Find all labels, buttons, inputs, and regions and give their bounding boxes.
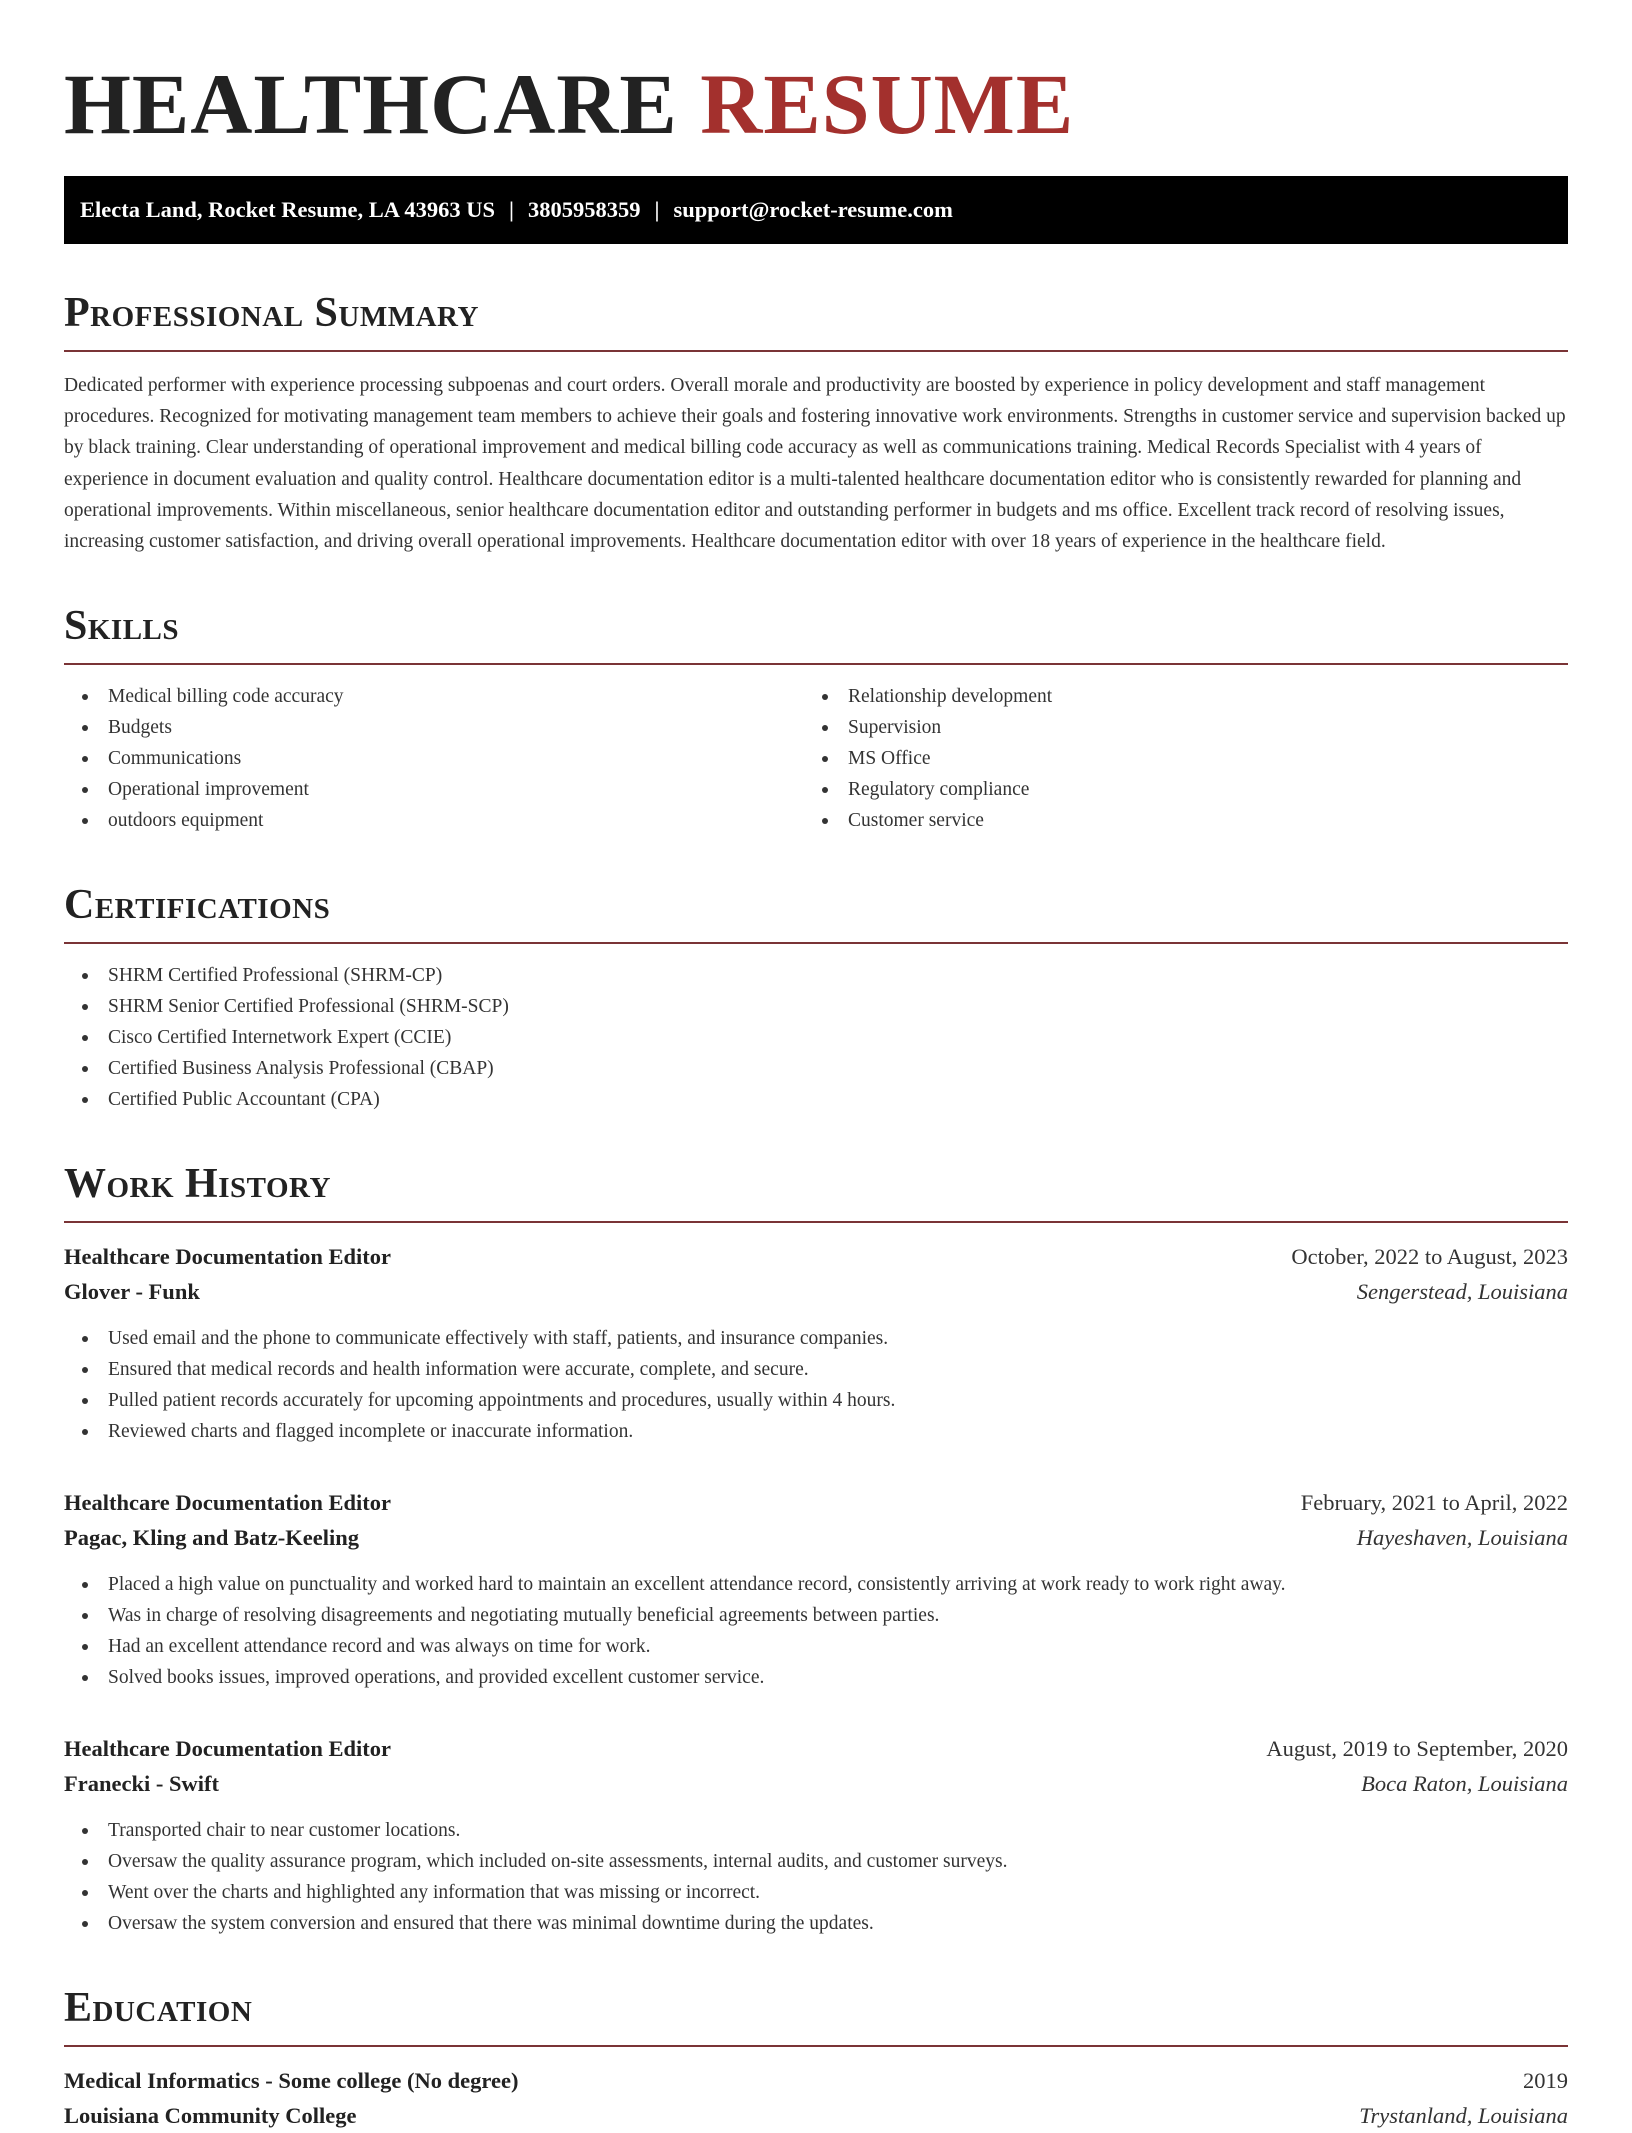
- job-company-row: [64, 1520, 1568, 1555]
- summary-heading: Professional Summary: [64, 290, 479, 336]
- job-header-row: [64, 1239, 1568, 1274]
- certification-item: SHRM Certified Professional (SHRM-CP): [64, 960, 1568, 991]
- skill-item: Budgets: [64, 712, 804, 743]
- skill-item: Communications: [64, 743, 804, 774]
- job-bullet: Used email and the phone to communicate effectively with staff, patients, and insurance companies.: [64, 1323, 1568, 1354]
- job-bullet: Reviewed charts and flagged incomplete or inaccurate information.: [64, 1416, 1568, 1447]
- job-bullet: Transported chair to near customer locations.: [64, 1815, 1568, 1846]
- section-divider: [64, 2045, 1568, 2047]
- certification-item: SHRM Senior Certified Professional (SHRM-SCP): [64, 991, 1568, 1022]
- section-divider: [64, 1221, 1568, 1223]
- job-company: Franecki - Swift: [64, 1771, 219, 1797]
- job-entry: [64, 1485, 1568, 1693]
- skills-grid: [64, 681, 1568, 836]
- education-entry: [64, 2063, 1568, 2133]
- resume-title: [64, 56, 1568, 152]
- job-title: Healthcare Documentation Editor: [64, 1490, 392, 1516]
- education-header-row: [64, 2063, 1568, 2098]
- job-bullets: [64, 1323, 1568, 1447]
- skills-list-left: [64, 681, 804, 836]
- job-header-row: [64, 1485, 1568, 1520]
- certification-item: Certified Public Accountant (CPA): [64, 1084, 1568, 1115]
- job-dates: October, 2022 to August, 2023: [1291, 1244, 1568, 1270]
- job-company-row: [64, 1274, 1568, 1309]
- skill-item: Customer service: [804, 805, 1544, 836]
- job-location: Boca Raton, Louisiana: [1361, 1771, 1568, 1797]
- job-company-row: [64, 1766, 1568, 1801]
- skill-item: MS Office: [804, 743, 1544, 774]
- skill-item: Operational improvement: [64, 774, 804, 805]
- job-title: Healthcare Documentation Editor: [64, 1244, 392, 1270]
- job-bullet: Went over the charts and highlighted any information that was missing or incorrect.: [64, 1877, 1568, 1908]
- job-bullet: Pulled patient records accurately for upcoming appointments and procedures, usually within 4 hours.: [64, 1385, 1568, 1416]
- education-school: Louisiana Community College: [64, 2103, 357, 2129]
- job-dates: August, 2019 to September, 2020: [1266, 1736, 1568, 1762]
- title-accent: RESUME: [700, 56, 1075, 152]
- certifications-heading: Certifications: [64, 882, 331, 929]
- certification-item: Cisco Certified Internetwork Expert (CCIE): [64, 1022, 1568, 1053]
- contact-email[interactable]: support@rocket-resume.com: [673, 197, 953, 222]
- education-school-row: [64, 2098, 1568, 2133]
- skills-list-right: [804, 681, 1544, 836]
- job-bullet: Had an excellent attendance record and was always on time for work.: [64, 1631, 1568, 1662]
- education-degree: Medical Informatics - Some college (No degree): [64, 2068, 519, 2094]
- job-bullet: Solved books issues, improved operations, and provided excellent customer service.: [64, 1662, 1568, 1693]
- job-header-row: [64, 1731, 1568, 1766]
- skill-item: Supervision: [804, 712, 1544, 743]
- section-divider: [64, 663, 1568, 665]
- certifications-list: [64, 960, 1568, 1115]
- certification-item: Certified Business Analysis Professional (CBAP): [64, 1053, 1568, 1084]
- contact-address: Electa Land, Rocket Resume, LA 43963 US: [80, 197, 495, 222]
- job-bullet: Oversaw the quality assurance program, which included on-site assessments, internal audits, and customer surveys.: [64, 1846, 1568, 1877]
- job-bullet: Placed a high value on punctuality and worked hard to maintain an excellent attendance record, consistently arriving at work ready to work right away.: [64, 1569, 1568, 1600]
- job-bullets: [64, 1569, 1568, 1693]
- work-history-heading: Work History: [64, 1161, 331, 1208]
- education-location: Trystanland, Louisiana: [1359, 2103, 1568, 2129]
- contact-separator: |: [509, 197, 514, 222]
- skill-item: Medical billing code accuracy: [64, 681, 804, 712]
- skill-item: outdoors equipment: [64, 805, 804, 836]
- job-company: Glover - Funk: [64, 1279, 200, 1305]
- section-divider: [64, 350, 1568, 352]
- education-heading: Education: [64, 1985, 253, 2032]
- education-year: 2019: [1523, 2068, 1568, 2094]
- contact-bar: [64, 176, 1568, 244]
- skills-heading: Skills: [64, 603, 180, 650]
- summary-text: Dedicated performer with experience processing subpoenas and court orders. Overall morale and productivity are boosted by experience in policy development and staff management procedures. Recognized for motivating management team members to achieve their goals and fostering innovative work environments. Strengths in customer service and supervision backed up by black training. Clear understanding of operational improvement and medical billing code accuracy as well as communications training. Medical Records Specialist with 4 years of experience in document evaluation and quality control. Healthcare documentation editor is a multi-talented healthcare documentation editor who is consistently rewarded for planning and operational improvements. Within miscellaneous, senior healthcare documentation editor and outstanding performer in budgets and ms office. Excellent track record of resolving issues, increasing customer satisfaction, and driving overall operational improvements. Healthcare documentation editor with over 18 years of experience in the healthcare field.: [64, 375, 1566, 553]
- job-dates: February, 2021 to April, 2022: [1300, 1490, 1568, 1516]
- section-divider: [64, 942, 1568, 944]
- job-entry: [64, 1731, 1568, 1939]
- job-bullets: [64, 1815, 1568, 1939]
- job-location: Sengerstead, Louisiana: [1356, 1279, 1568, 1305]
- skill-item: Regulatory compliance: [804, 774, 1544, 805]
- title-main: HEALTHCARE: [64, 56, 678, 152]
- job-bullet: Was in charge of resolving disagreements and negotiating mutually beneficial agreements between parties.: [64, 1600, 1568, 1631]
- job-bullet: Ensured that medical records and health information were accurate, complete, and secure.: [64, 1354, 1568, 1385]
- job-entry: [64, 1239, 1568, 1447]
- job-title: Healthcare Documentation Editor: [64, 1736, 392, 1762]
- contact-phone: 3805958359: [527, 197, 641, 222]
- job-location: Hayeshaven, Louisiana: [1356, 1525, 1568, 1551]
- contact-separator: |: [654, 197, 660, 222]
- skill-item: Relationship development: [804, 681, 1544, 712]
- job-company: Pagac, Kling and Batz-Keeling: [64, 1525, 359, 1551]
- job-bullet: Oversaw the system conversion and ensured that there was minimal downtime during the updates.: [64, 1908, 1568, 1939]
